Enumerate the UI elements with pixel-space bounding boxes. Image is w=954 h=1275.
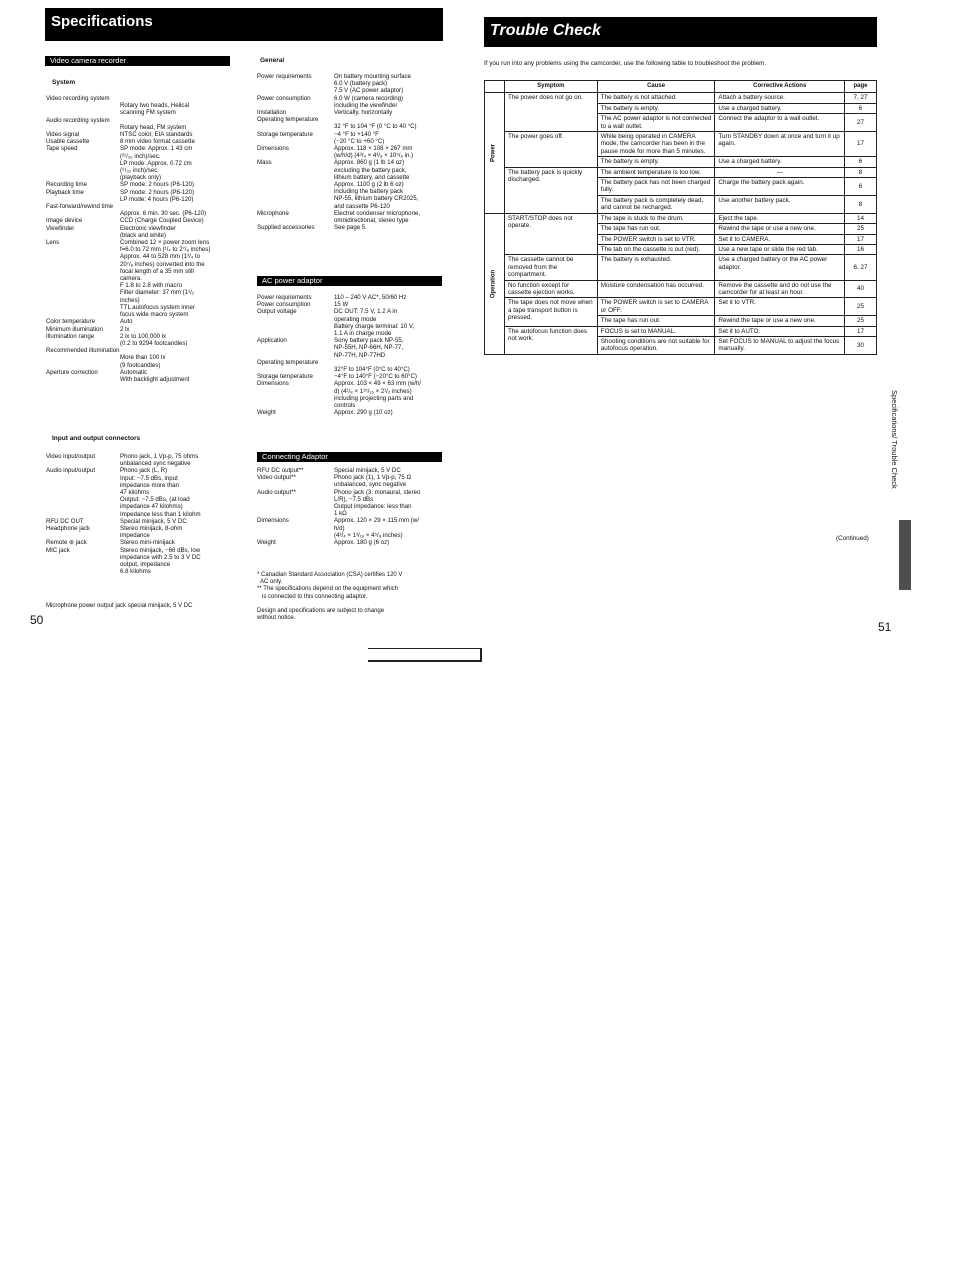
table-row (485, 213, 877, 223)
spec-value: More than 100 lx (120, 354, 166, 362)
spec-value: (0.2 to 9294 footcandles) (120, 339, 188, 347)
spec-label: Operating temperature (257, 116, 319, 124)
cause-cell: The ambient temperature is too low. (597, 167, 715, 177)
spec-value: 47 kilohms (120, 489, 150, 497)
page-cell: 25 (845, 224, 877, 234)
spec-value: F 1.8 to 2.8 with macro (120, 282, 182, 290)
spec-label: Application (257, 337, 287, 345)
group-header-cell (485, 81, 505, 93)
spec-label: Playback time (46, 188, 84, 196)
spec-label: Usable cassette (46, 138, 90, 146)
continued-label: (Continued) (836, 535, 869, 542)
spec-value: Approx. 860 g (1 lb 14 oz) (334, 159, 405, 167)
cause-cell: The tape has run out. (597, 224, 715, 234)
symptom-cell: No function except for cassette ejection works. (504, 280, 597, 298)
spec-label: Video signal (46, 131, 80, 139)
page-cell: 25 (845, 316, 877, 326)
spec-value: Stereo minijack, 8-ohm (120, 525, 183, 533)
spec-row (46, 189, 236, 203)
spec-value: TTL autofocus system inner (120, 303, 195, 311)
spec-value: (4³/₄ × 1³/₁₆ × 4⁵/₈ inches) (334, 531, 403, 539)
cause-cell: The battery is empty. (597, 103, 715, 113)
spec-label: Microphone (257, 209, 289, 217)
spec-value: including projecting parts and (334, 394, 414, 402)
action-cell: Use a charged battery or the AC power adaptor. (715, 255, 845, 280)
spec-row (257, 131, 447, 145)
spec-value: impedance more than (120, 481, 179, 489)
page-cell: 6, 27 (845, 255, 877, 280)
spec-value: scanning FM system (120, 109, 176, 117)
spec-value: NTSC color, EIA standards (120, 131, 193, 139)
spec-value: Phono jack (L, R) (120, 467, 168, 475)
action-cell: Set FOCUS to MANUAL to adjust the focus manually. (715, 336, 845, 354)
action-cell: Use a charged battery. (715, 103, 845, 113)
page-cell: 30 (845, 336, 877, 354)
cause-cell: The tab on the cassette is out (red). (597, 244, 715, 254)
spec-value: including the battery pack (334, 188, 404, 196)
spec-value: Impedance less than 1 kilohm (120, 510, 201, 518)
spec-row (46, 326, 236, 333)
spec-value: DC OUT: 7.5 V, 1.2 A in (334, 308, 398, 316)
spec-value: L/R), −7.5 dBs (334, 495, 374, 503)
cause-cell: Shooting conditions are not suitable for autofocus operation. (597, 336, 715, 354)
spec-label: Dimensions (257, 145, 289, 153)
action-cell: Use a new tape or slide the red tab. (715, 244, 845, 254)
symptom-cell: The cassette cannot be removed from the compartment. (504, 255, 597, 280)
column-header: Symptom (504, 81, 597, 93)
spec-row (257, 294, 447, 301)
page-cell: 17 (845, 234, 877, 244)
spec-value: 6.0 W (camera recording) (334, 94, 404, 102)
spec-label: Audio recording system (46, 116, 110, 124)
spec-value: Vertically, horizontally (334, 109, 393, 117)
spec-value: Approx. 180 g (6 oz) (334, 539, 390, 547)
system-spec-list (46, 95, 236, 383)
cause-cell: The battery pack is completely dead, and cannot be recharged. (597, 195, 715, 213)
spec-row (46, 138, 236, 145)
action-cell: Set it to VTR. (715, 298, 845, 316)
spec-value: (⁹/₃₂ inch)/sec. (120, 167, 159, 175)
action-cell: Set it to AUTO. (715, 326, 845, 336)
cause-cell: The battery is empty. (597, 157, 715, 167)
action-cell: Turn STANDBY down at once and turn it up again. (715, 132, 845, 157)
symptom-cell: The power does not go on. (504, 93, 597, 132)
spec-value: focus wide macro system (120, 311, 189, 319)
cause-cell: The POWER switch is set to CAMERA or OFF. (597, 298, 715, 316)
spec-row (46, 547, 236, 576)
spec-row (46, 217, 236, 224)
spec-value: Stereo minijack, −66 dBs, low (120, 546, 201, 554)
spec-value: 110 – 240 V AC*, 50/60 Hz (334, 294, 407, 301)
section-connecting-adaptor: Connecting Adaptor (257, 452, 442, 462)
action-cell: Use a charged battery. (715, 157, 845, 167)
side-tab-label: Specifications/ Trouble Check (890, 390, 899, 489)
spec-value: Auto (120, 318, 133, 326)
spec-value: Rotary head, FM system (120, 123, 187, 131)
section-video-camera-recorder: Video camera recorder (45, 56, 230, 66)
spec-label: Weight (257, 539, 276, 547)
spec-value: 2 lx (120, 325, 130, 333)
spec-value: (−20 °C to +60 °C) (334, 137, 385, 145)
table-row (485, 132, 877, 157)
edge-tab-mark (899, 520, 911, 590)
specifications-title: Specifications (45, 8, 443, 41)
spec-row (257, 116, 447, 130)
spec-row (257, 301, 447, 308)
spec-value: Special minijack, 5 V DC (334, 467, 401, 474)
spec-value: 32°F to 104°F (0°C to 40°C) (334, 366, 410, 374)
spec-value: LP mode: Approx. 0.72 cm (120, 159, 192, 167)
spec-row (257, 145, 447, 159)
spec-label: Fast-forward/rewind time (46, 203, 114, 211)
spec-label: Power requirements (257, 73, 312, 80)
spec-label: Dimensions (257, 517, 289, 525)
spec-label: Mass (257, 159, 272, 167)
spec-row (46, 333, 236, 347)
spec-row (257, 539, 447, 546)
spec-value: Automatic (120, 368, 148, 376)
cause-cell: The battery pack has not been charged fully. (597, 178, 715, 196)
system-heading: System (52, 79, 76, 86)
spec-value: output, impedance (120, 561, 171, 569)
spec-value: With backlight adjustment (120, 375, 190, 383)
spec-value: focal length of a 35 mm still (120, 267, 194, 275)
spec-value: Approx. 1100 g (2 lb 6 oz) (334, 181, 404, 189)
spec-value: SP mode: 2 hours (P6-120) (120, 181, 195, 189)
connecting-spec-list (257, 467, 447, 546)
spec-value: NP-55, lithium battery CR2025, (334, 195, 419, 203)
spec-label: Viewfinder (46, 224, 75, 232)
cause-cell: While being operated in CAMERA mode, the camcorder has been in the pause mode for more than 5 minutes. (597, 132, 715, 157)
spec-value: Phono jack, 1 Vp-p, 75 ohms (120, 453, 199, 460)
cause-cell: The AC power adaptor is not connected to a wall outlet. (597, 114, 715, 132)
spec-label: Installation (257, 109, 287, 117)
spec-row (46, 131, 236, 138)
spec-label: Color temperature (46, 318, 96, 326)
spec-value: 6.8 kilohms (120, 568, 151, 576)
spec-label: Recommended illumination (46, 347, 120, 355)
spec-value: Approx. 44 to 528 mm (1³/₄ to (120, 253, 201, 261)
table-row (485, 298, 877, 316)
spec-value: SP mode: Approx. 1 43 cm (120, 145, 193, 153)
spec-label: Storage temperature (257, 373, 313, 381)
spec-label: Image device (46, 217, 83, 225)
action-cell: Rewind the tape or use a new one. (715, 224, 845, 234)
spec-row (46, 539, 236, 546)
spec-value: d) (4¹/₈ × 1¹⁵/₁₆ × 2¹/₂ inches) (334, 387, 412, 395)
spec-row (257, 337, 447, 359)
action-cell: Charge the battery pack again. (715, 178, 845, 196)
general-spec-list (257, 73, 447, 231)
trouble-check-title: Trouble Check (484, 17, 877, 47)
spec-value: Input: −7.5 dBs, input (120, 474, 178, 482)
spec-value: SP mode: 2 hours (P6-120) (120, 188, 195, 196)
spec-label: Video output** (257, 474, 296, 482)
spec-label: Aperture correction (46, 368, 98, 376)
table-header-row (485, 81, 877, 93)
spec-label: Lens (46, 239, 60, 247)
page-cell: 6 (845, 157, 877, 167)
spec-value: 1 kΩ (334, 510, 347, 518)
action-cell: Set it to CAMERA. (715, 234, 845, 244)
symptom-cell: START/STOP does not operate. (504, 213, 597, 255)
spec-row (257, 517, 447, 539)
section-ac-power-adaptor: AC power adaptor (257, 276, 442, 286)
spec-value: 15 W (334, 301, 349, 309)
spec-value: 20⁷/₈ inches) converted into the (120, 260, 205, 268)
spec-label: Headphone jack (46, 525, 91, 533)
spec-value: impedance (120, 532, 150, 540)
spec-label: Remote ⊛ jack (46, 539, 87, 547)
symptom-cell: The autofocus function does not work. (504, 326, 597, 354)
spec-value: 7.5 V (AC power adaptor) (334, 87, 404, 95)
page-cell: 14 (845, 213, 877, 223)
spec-label: Operating temperature (257, 358, 319, 366)
spec-value: (black and white) (120, 231, 167, 239)
spec-label: Output voltage (257, 308, 297, 316)
symptom-cell: The battery pack is quickly discharged. (504, 167, 597, 213)
page-number-left: 50 (30, 613, 44, 627)
spec-value: Approx. 6 min. 30 sec. (P6-120) (120, 210, 207, 218)
cause-cell: The POWER switch is set to VTR. (597, 234, 715, 244)
spec-value: NP-55H, NP-66H, NP-77, (334, 344, 404, 352)
spec-label: MIC jack (46, 546, 70, 554)
spec-value: excluding the battery pack, (334, 166, 407, 174)
spec-value: Output impedance: less than (334, 503, 412, 511)
spec-row (46, 318, 236, 325)
table-row (485, 326, 877, 336)
table-row (485, 167, 877, 177)
spec-value: Stereo mini-minijack (120, 539, 175, 547)
spec-value: (playback only) (120, 174, 161, 182)
spec-row (257, 73, 447, 95)
action-cell: Rewind the tape or use a new one. (715, 316, 845, 326)
action-cell: Use another battery pack. (715, 195, 845, 213)
spec-label: Illumination range (46, 332, 95, 340)
spec-value: Rotary two heads, Helical (120, 102, 190, 110)
spec-value: controls (334, 402, 356, 410)
spec-row (257, 224, 447, 231)
spec-row (257, 210, 447, 224)
page-cell: 17 (845, 132, 877, 157)
spec-row (46, 369, 236, 383)
spec-value: impedance with 2.5 to 3 V DC (120, 553, 201, 561)
spec-label: Power consumption (257, 94, 311, 102)
spec-value: Output: −7.5 dBs, (at load (120, 496, 190, 504)
spec-row (46, 453, 236, 467)
page-cell: 27 (845, 114, 877, 132)
page-cell: 6 (845, 103, 877, 113)
intro-text: If you run into any problems using the camcorder, use the following table to troubleshoot the problem. (484, 60, 767, 67)
page-number-right: 51 (878, 620, 892, 634)
page-cell: 8 (845, 167, 877, 177)
spec-value: −4 °F to +140 °F (334, 130, 379, 138)
io-heading: Input and output connectors (52, 435, 141, 442)
spec-row (46, 95, 236, 117)
table-row (485, 255, 877, 280)
spec-row (257, 95, 447, 109)
spec-value: Phono jack (1), 1 Vp-p, 75 Ω (334, 474, 412, 482)
spec-row (257, 159, 447, 209)
spec-row (46, 203, 236, 217)
spec-value: Combined 12 × power zoom lens (120, 239, 210, 247)
spec-value: inches) (120, 296, 140, 304)
page-cell: 40 (845, 280, 877, 298)
page-cell: 17 (845, 326, 877, 336)
spec-value: including the viewfinder (334, 101, 398, 109)
column-header: page (845, 81, 877, 93)
spec-value: operating mode (334, 315, 377, 323)
column-header: Corrective Actions (715, 81, 845, 93)
spec-value: LP mode: 4 hours (P6-120) (120, 195, 194, 203)
symptom-cell: The power goes off. (504, 132, 597, 168)
group-label: Power (490, 144, 497, 163)
spec-value: (9 footcandles) (120, 361, 161, 369)
spec-value: unbalanced, sync negative (334, 481, 407, 489)
spec-value: (w/h/d) (4³/₄ × 4³/₈ × 10⁵/₈ in.) (334, 152, 414, 160)
cause-cell: The tape is stuck to the drum. (597, 213, 715, 223)
cause-cell: FOCUS is set to MANUAL. (597, 326, 715, 336)
spec-row (257, 467, 447, 474)
spec-value: camera. (120, 275, 143, 283)
spec-label: Tape speed (46, 145, 78, 153)
group-cell (485, 213, 505, 354)
action-cell: Attach a battery source. (715, 93, 845, 103)
spec-value: 2 lx to 100,000 lx (120, 332, 167, 340)
spec-row (46, 347, 236, 369)
spec-row (46, 525, 236, 539)
spec-value: CCD (Charge Coupled Device) (120, 217, 204, 225)
group-label: Operation (490, 269, 497, 298)
general-heading: General (260, 57, 285, 64)
action-cell: — (715, 167, 845, 177)
spec-row (257, 373, 447, 380)
ac-spec-list (257, 294, 447, 416)
spec-value: 1.1 A in charge mode (334, 330, 392, 338)
spec-value: 6.0 V (battery pack) (334, 80, 388, 88)
group-cell (485, 93, 505, 213)
spec-label: Video input/output (46, 453, 96, 460)
spec-value: Battery charge terminal: 10 V, (334, 322, 415, 330)
spec-value: h/d) (334, 524, 345, 532)
spec-value: Filter diameter: 37 mm (1¹/₂ (120, 289, 195, 297)
spec-label: Minimum illumination (46, 325, 103, 333)
spec-row (46, 117, 236, 131)
page-cell: 16 (845, 244, 877, 254)
io-spec-list (46, 453, 236, 575)
cause-cell: The battery is exhausted. (597, 255, 715, 280)
symptom-cell: The tape does not move when a tape transport button is pressed. (504, 298, 597, 326)
spec-value: unbalanced sync negative (120, 460, 191, 468)
spec-value: impedance 47 kilohms) (120, 503, 183, 511)
spec-label: RFU DC output** (257, 467, 304, 474)
spec-row (257, 380, 447, 409)
spec-label: Storage temperature (257, 130, 313, 138)
action-cell: Connect the adaptor to a wall outlet. (715, 114, 845, 132)
spec-row (257, 409, 447, 416)
page-cell: 6 (845, 178, 877, 196)
spec-value: Electret condenser microphone, (334, 209, 421, 217)
page-cell: 25 (845, 298, 877, 316)
table-row (485, 93, 877, 103)
spec-row (46, 181, 236, 188)
spec-label: Video recording system (46, 95, 110, 102)
bottom-bracket-mark (368, 648, 482, 662)
spec-value: f=6.0 to 72 mm (¹/₄ to 2⁷/₈ inches) (120, 246, 211, 254)
spec-value: Approx. 118 × 108 × 267 mm (334, 145, 413, 153)
trouble-check-table (484, 80, 877, 355)
spec-label: RFU DC OUT (46, 517, 84, 525)
spec-value: Sony battery pack NP-55, (334, 337, 404, 345)
cause-cell: The battery is not attached. (597, 93, 715, 103)
column-header: Cause (597, 81, 715, 93)
table-row (485, 280, 877, 298)
spec-label: Power consumption (257, 301, 311, 309)
spec-row (257, 109, 447, 116)
spec-value: −4°F to 140°F (−20°C to 60°C) (334, 373, 417, 381)
spec-value: See page 5. (334, 224, 367, 232)
spec-row (46, 467, 236, 517)
spec-value: Approx. 103 × 49 × 63 mm (w/h/ (334, 380, 422, 388)
mic-power-line: Microphone power output jack special minijack, 5 V DC (46, 603, 193, 609)
spec-label: Audio output** (257, 488, 296, 496)
spec-label: Recording time (46, 181, 87, 189)
spec-value: omnidirectional, stereo type (334, 217, 409, 225)
spec-label: Audio input/output (46, 467, 96, 475)
spec-value: and cassette P6-120 (334, 202, 390, 210)
spec-row (257, 359, 447, 373)
spec-value: NP-77H, NP-77HD (334, 351, 386, 359)
spec-value: Special minijack, 5 V DC (120, 517, 187, 525)
spec-value: Approx. 120 × 29 × 115 mm (w/ (334, 517, 419, 525)
spec-row (257, 474, 447, 488)
spec-row (46, 239, 236, 318)
spec-row (46, 518, 236, 525)
spec-value: 32 °F to 104 °F (0 °C to 40 °C) (334, 123, 417, 131)
spec-label: Supplied accessories (257, 224, 315, 232)
action-cell: Remove the cassette and do not use the camcorder for at least an hour. (715, 280, 845, 298)
spec-value: On battery mounting surface (334, 73, 411, 80)
spec-row (46, 225, 236, 239)
spec-row (46, 145, 236, 181)
spec-value: Electronic viewfinder (120, 224, 176, 232)
spec-value: Phono jack (3: monaural, stereo (334, 488, 421, 496)
spec-value: Approx. 290 g (10 oz) (334, 409, 393, 417)
cause-cell: Moisture condensation has occurred. (597, 280, 715, 298)
spec-value: 8 mm video format cassette (120, 138, 195, 146)
spec-row (257, 489, 447, 518)
cause-cell: The tape has run out. (597, 316, 715, 326)
action-cell: Eject the tape. (715, 213, 845, 223)
spec-label: Dimensions (257, 380, 289, 388)
spec-row (257, 308, 447, 337)
spec-label: Power requirements (257, 294, 312, 301)
page-cell: 7, 27 (845, 93, 877, 103)
footnotes: * Canadian Standard Association (CSA) certifies 120 V AC only. ** The specifications depend on the equipment which is connected to this connecting adaptor. Design and specifications are subject to change without notice. (257, 572, 403, 622)
spec-value: lithium battery, and cassette (334, 173, 410, 181)
page-cell: 8 (845, 195, 877, 213)
spec-value: (²¹/₃₂ inch)/sec. (120, 152, 161, 160)
spec-label: Weight (257, 409, 276, 417)
